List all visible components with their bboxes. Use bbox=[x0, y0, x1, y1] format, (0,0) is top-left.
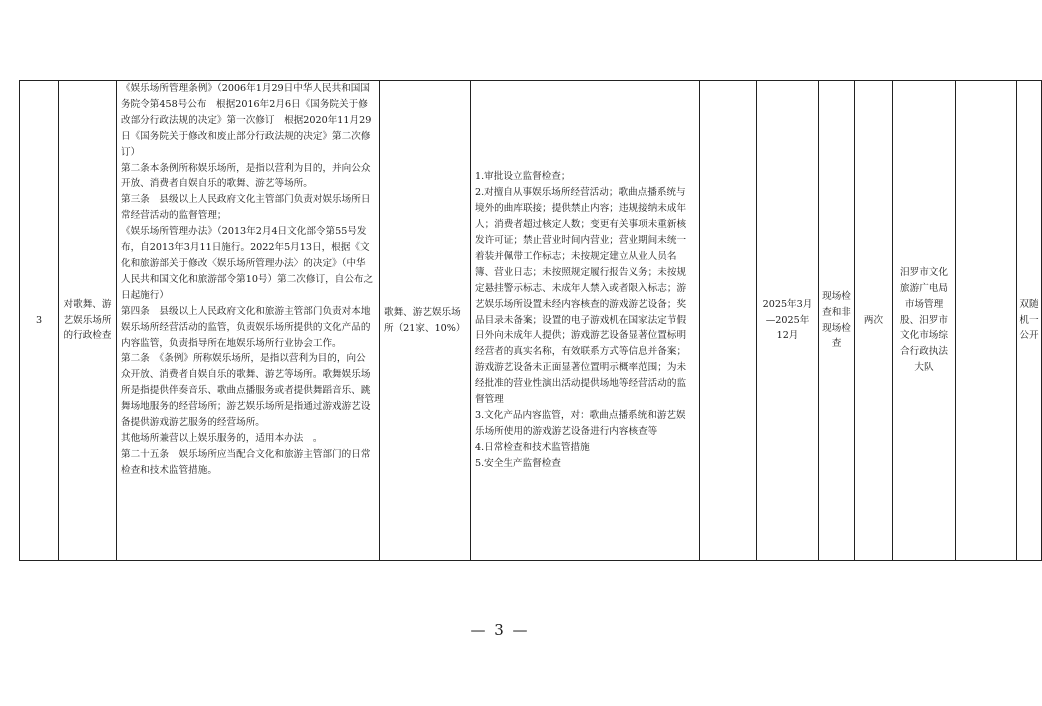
table-row bbox=[20, 81, 1042, 561]
content-paragraph: 4.日常检查和技术监管措施 bbox=[475, 441, 590, 453]
basis-paragraph: 《娱乐场所管理条例》（2006年1月29日中华人民共和国国务院令第458号公布 根据2016年2月6日《国务院关于修改部分行政法规的决定》第一次修订 根据2020年11月29日《国务院关于修改和废止部分行政法规的决定》第二次修订） bbox=[121, 83, 372, 158]
row-number: 3 bbox=[20, 81, 59, 561]
inspection-table bbox=[19, 80, 1042, 561]
inspection-target: 歌舞、游艺娱乐场所（21家、10%） bbox=[380, 81, 471, 561]
content-paragraph: 2.对擅自从事娱乐场所经营活动；歌曲点播系统与境外的曲库联接；提供禁止内容；违规接纳未成年人；消费者超过核定人数；变更有关事项未重新核发许可证；禁止营业时间内营业；营业期间未统一着装并佩带工作标志；未按规定建立从业人员名簿、营业日志；未按照规定履行报告义务；未按规定悬挂警示标志、未成年人禁入或者限入标志；游艺娱乐场所设置未经内容核查的游戏游艺设备；奖品目录未备案；设置的电子游戏机在国家法定节假日外向未成年人提供；游戏游艺设备显著位置标明经营者的真实名称，有效联系方式等信息并备案；游戏游艺设备未正面显著位置明示概率范围；为未经批准的营业性演出活动提供场地等经营活动的监督管理 bbox=[475, 187, 687, 406]
legal-basis-cell bbox=[117, 81, 380, 561]
inspection-content-cell bbox=[471, 81, 700, 561]
inspection-period: 2025年3月—2025年12月 bbox=[757, 81, 819, 561]
inspection-method: 现场检查和非现场检查 bbox=[819, 81, 855, 561]
page-number: — 3 — bbox=[470, 621, 530, 639]
blank-cell bbox=[956, 81, 1017, 561]
content-paragraph: 3.文化产品内容监管，对：歌曲点播系统和游艺娱乐场所使用的游戏游艺设备进行内容核查等 bbox=[475, 409, 686, 437]
content-paragraph: 5.安全生产监督检查 bbox=[475, 457, 561, 469]
content-paragraph: 1.审批设立监督检查； bbox=[475, 171, 571, 183]
basis-paragraph: 第四条 县级以上人民政府文化和旅游主管部门负责对本地娱乐场所经营活动的监管，负责娱乐场所提供的文化产品的内容监管，负责指导所在地娱乐场所行业协会工作。 bbox=[121, 305, 371, 349]
basis-paragraph: 第二条 《条例》所称娱乐场所，是指以营利为目的，向公众开放、消费者自娱自乐的歌舞、游艺等场所。歌舞娱乐场所是指提供伴奏音乐、歌曲点播服务或者提供舞蹈音乐、跳舞场地服务的经营场所；游艺娱乐场所是指通过游戏游艺设备提供游戏游艺服务的经营场所。 bbox=[121, 353, 371, 429]
inspection-mode: 双随机一公开 bbox=[1017, 81, 1042, 561]
inspection-frequency: 两次 bbox=[855, 81, 893, 561]
basis-paragraph: 第二条本条例所称娱乐场所，是指以营利为目的，并向公众开放、消费者自娱自乐的歌舞、游艺等场所。 bbox=[121, 162, 371, 190]
basis-paragraph: 其他场所兼营以上娱乐服务的，适用本办法 。 bbox=[121, 432, 323, 444]
basis-paragraph: 第二十五条 娱乐场所应当配合文化和旅游主管部门的日常检查和技术监管措施。 bbox=[121, 448, 371, 476]
responsible-department: 汨罗市文化旅游广电局市场管理股、汨罗市文化市场综合行政执法大队 bbox=[893, 81, 956, 561]
inspection-item: 对歌舞、游艺娱乐场所的行政检查 bbox=[59, 81, 117, 561]
blank-cell bbox=[700, 81, 757, 561]
basis-paragraph: 《娱乐场所管理办法》（2013年2月4日文化部令第55号发布，自2013年3月11日施行。2022年5月13日，根据《文化和旅游部关于修改〈娱乐场所管理办法〉的决定》（中华人民共和国文化和旅游部令第10号）第二次修订，自公布之日起施行） bbox=[121, 226, 374, 301]
basis-paragraph: 第三条 县级以上人民政府文化主管部门负责对娱乐场所日常经营活动的监督管理； bbox=[121, 194, 371, 222]
